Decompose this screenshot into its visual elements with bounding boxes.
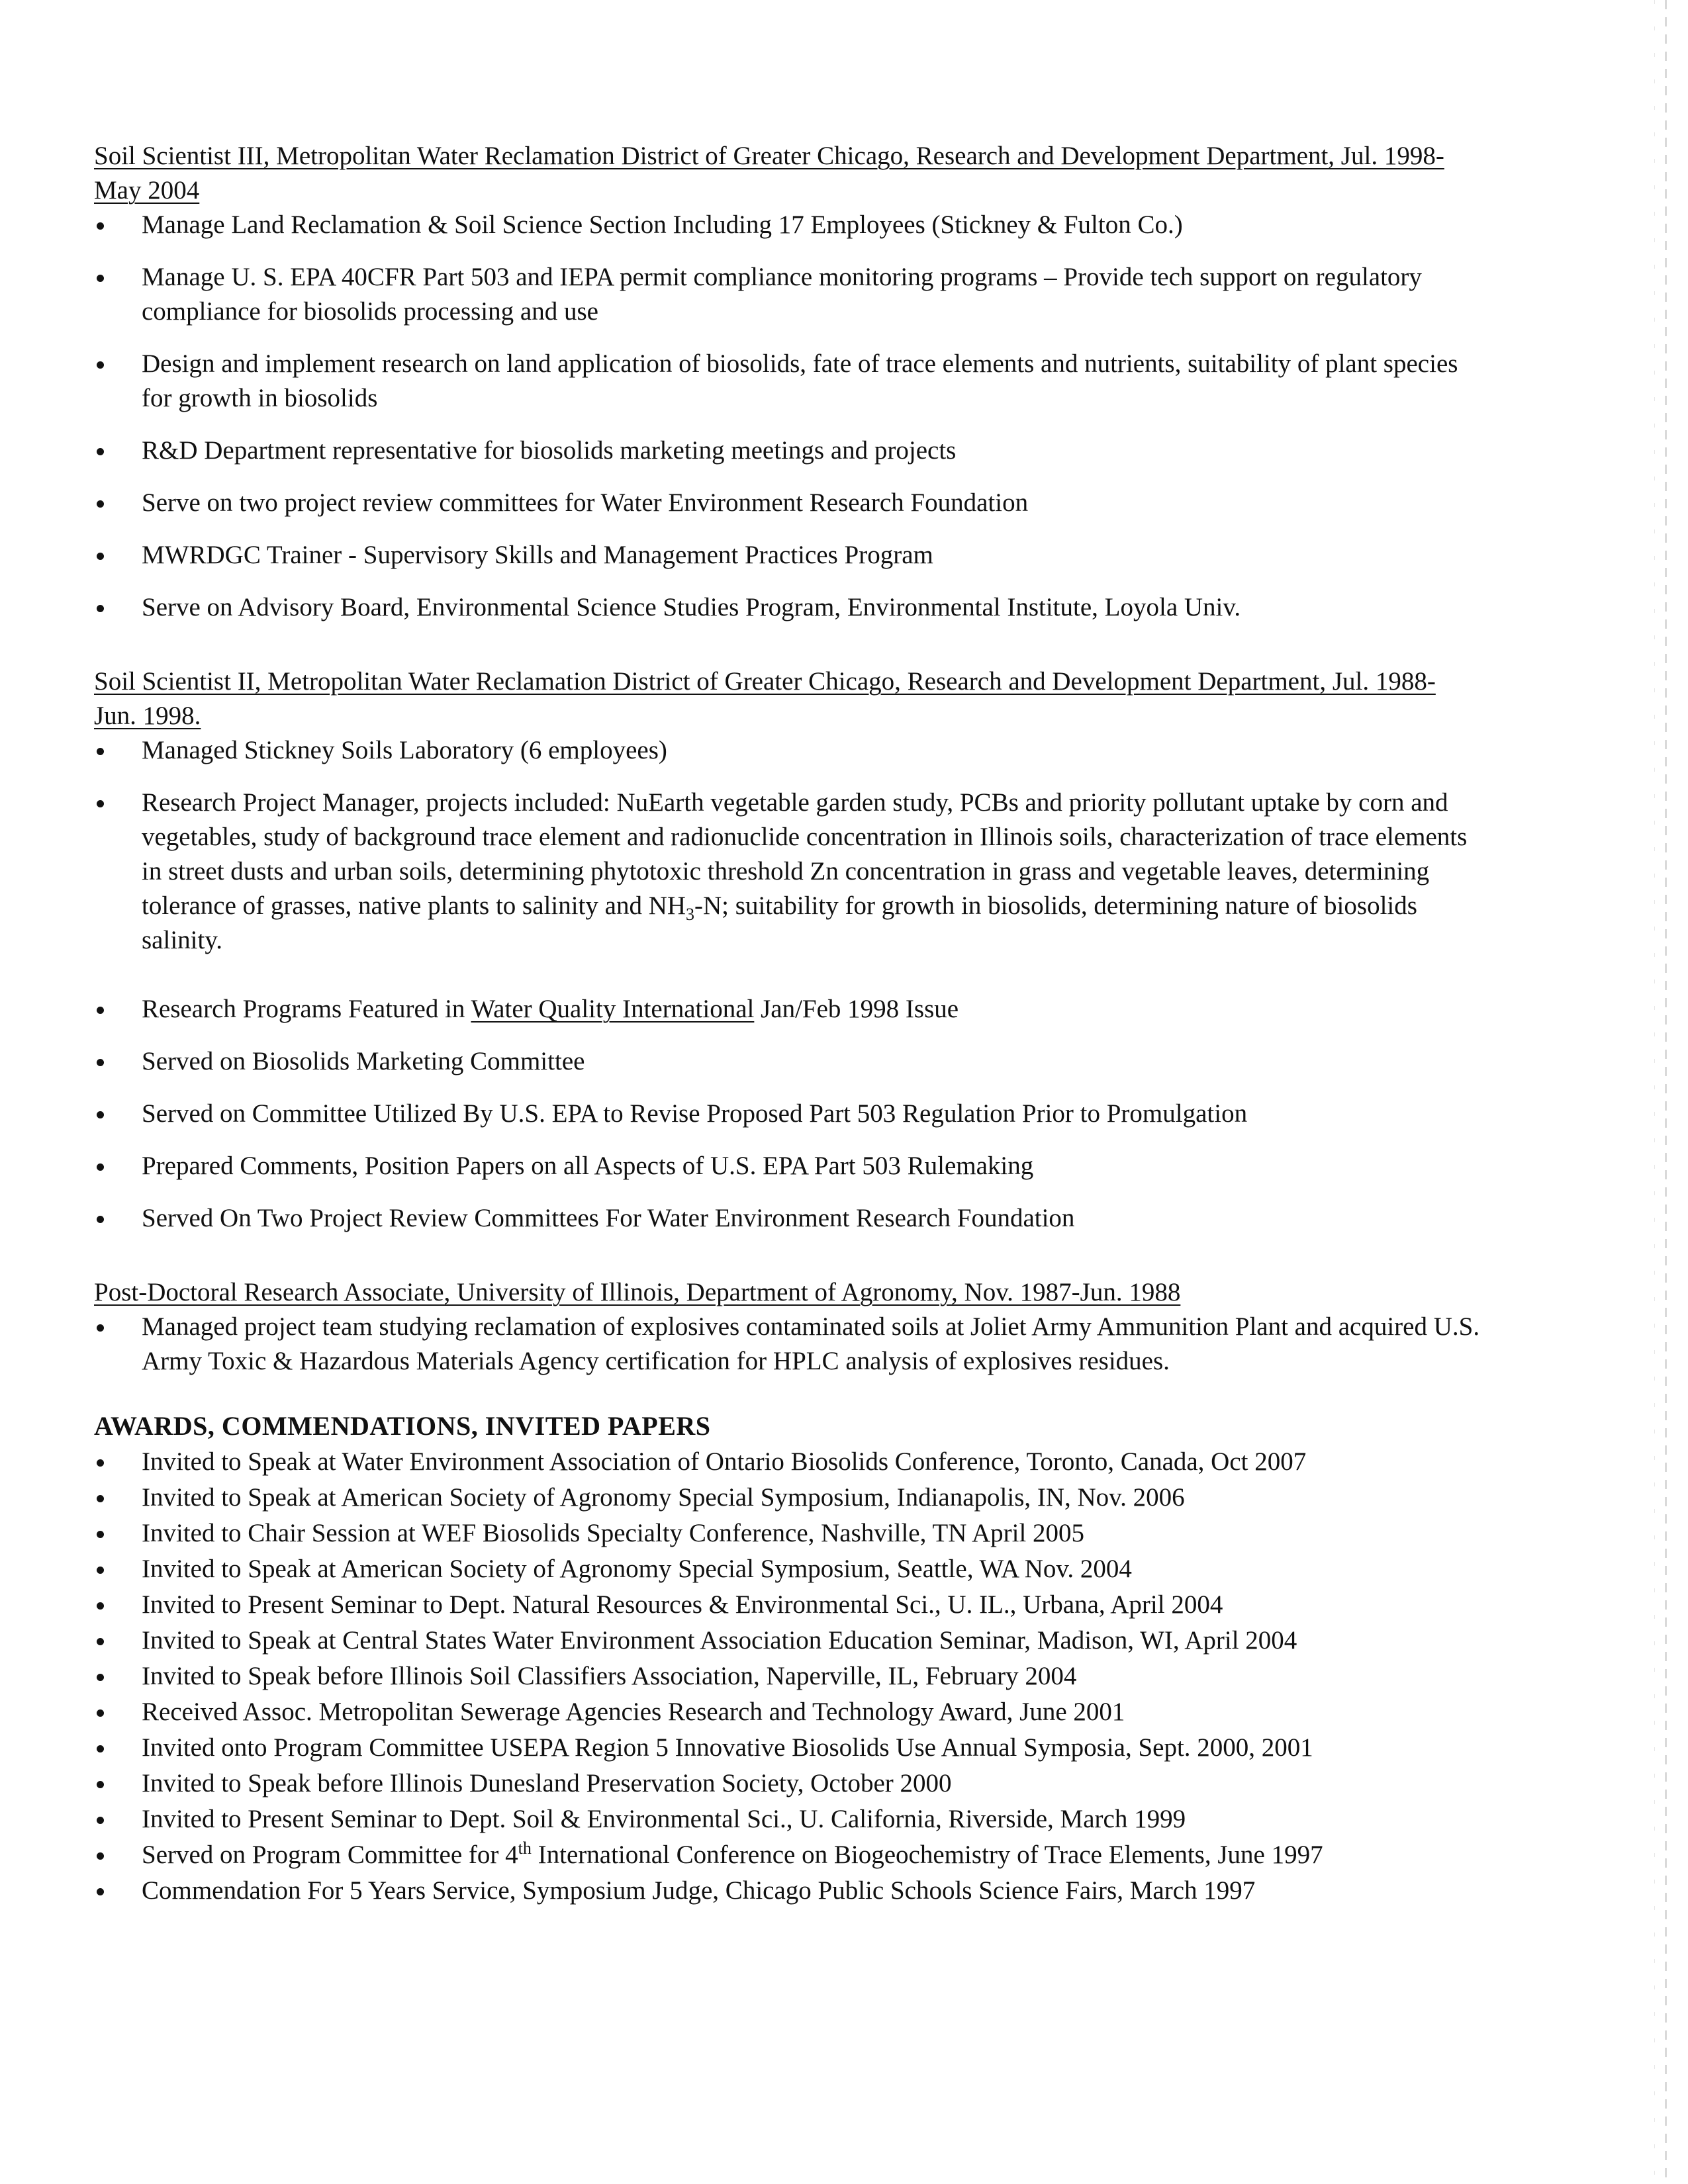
list-item (94, 1044, 1484, 1079)
list-item-text: Invited to Speak before Illinois Soil Classifiers Association, Naperville, IL, February 2004 (142, 1662, 1077, 1690)
bullet-icon (97, 1495, 104, 1502)
list-item (94, 1623, 1484, 1658)
list-item (94, 590, 1484, 625)
list-item-text: Research Programs Featured in (142, 995, 471, 1023)
list-item (94, 208, 1484, 242)
list-item-text: Managed project team studying reclamation of explosives contaminated soils at Joliet Army Ammunition Plant and acquired U.S. Army Toxic & Hazardous Materials Agency certification for HPLC analysis of explosives residues. (142, 1312, 1480, 1375)
list-item (94, 433, 1484, 468)
list-item-text: Invited to Speak at American Society of Agronomy Special Symposium, Indianapolis, IN, Nov. 2006 (142, 1483, 1185, 1512)
list-item (94, 1695, 1484, 1729)
awards-section (94, 1409, 1484, 1908)
bullet-icon (97, 1817, 104, 1824)
list-item-text: Invited to Speak at American Society of Agronomy Special Symposium, Seattle, WA Nov. 2004 (142, 1555, 1132, 1583)
job-section-post-doctoral (94, 1275, 1484, 1379)
list-item-text: Serve on Advisory Board, Environmental Science Studies Program, Environmental Institute, Loyola Univ. (142, 593, 1241, 621)
job-title: Soil Scientist II, Metropolitan Water Reclamation District of Greater Chicago, Research and Development Department, Jul. 1988-Jun. 1998. (94, 667, 1436, 730)
bullet-icon (97, 448, 104, 455)
scan-edge-mark-secondary (1654, 0, 1655, 2184)
job-section-soil-scientist-ii (94, 664, 1484, 1236)
publication-title: Water Quality International (471, 995, 755, 1023)
list-item-text: International Conference on Biogeochemistry of Trace Elements, June 1997 (531, 1841, 1323, 1869)
bullet-icon (97, 1888, 104, 1895)
list-item (94, 260, 1484, 329)
bullet-icon (97, 1745, 104, 1752)
bullet-icon (97, 1567, 104, 1574)
list-item-text: R&D Department representative for biosolids marketing meetings and projects (142, 436, 957, 465)
list-item-text: Served on Program Committee for 4 (142, 1841, 518, 1869)
bullet-icon (97, 1781, 104, 1788)
resume-content (94, 139, 1484, 1909)
list-item-text: Served On Two Project Review Committees For Water Environment Research Foundation (142, 1204, 1075, 1232)
bullet-icon (97, 1007, 104, 1014)
list-item (94, 1766, 1484, 1801)
bullet-icon (97, 1324, 104, 1332)
awards-list (94, 1445, 1484, 1908)
list-item-text: Managed Stickney Soils Laboratory (6 employees) (142, 736, 667, 764)
list-item-text: Served on Committee Utilized By U.S. EPA to Revise Proposed Part 503 Regulation Prior to Promulgation (142, 1099, 1248, 1128)
job-title: Soil Scientist III, Metropolitan Water Reclamation District of Greater Chicago, Research and Development Department, Jul. 1998-May 2004 (94, 142, 1444, 205)
list-item-text: Invited to Speak before Illinois Dunesland Preservation Society, October 2000 (142, 1769, 952, 1797)
bullet-icon (97, 1111, 104, 1118)
bullet-icon (97, 222, 104, 230)
list-item-text: Invited onto Program Committee USEPA Region 5 Innovative Biosolids Use Annual Symposia, Sept. 2000, 2001 (142, 1733, 1313, 1762)
bullet-icon (97, 1459, 104, 1467)
list-item (94, 1659, 1484, 1694)
list-item (94, 786, 1484, 958)
job-title: Post-Doctoral Research Associate, University of Illinois, Department of Agronomy, Nov. 1987-Jun. 1988 (94, 1278, 1181, 1306)
list-item (94, 992, 1484, 1026)
list-item-text: Commendation For 5 Years Service, Symposium Judge, Chicago Public Schools Science Fairs, March 1997 (142, 1876, 1256, 1905)
list-item-text: -N; suitability for growth in biosolids, determining nature of biosolids salinity. (142, 891, 1417, 954)
list-item (94, 1588, 1484, 1622)
list-item (94, 1480, 1484, 1515)
bullet-icon (97, 748, 104, 755)
list-item-text: Prepared Comments, Position Papers on all Aspects of U.S. EPA Part 503 Rulemaking (142, 1152, 1034, 1180)
list-item-text: Invited to Speak at Central States Water Environment Association Education Seminar, Madison, WI, April 2004 (142, 1626, 1297, 1655)
list-item-text: Invited to Speak at Water Environment Association of Ontario Biosolids Conference, Toronto, Canada, Oct 2007 (142, 1447, 1307, 1476)
scan-edge-mark (1665, 0, 1667, 2184)
job-duties-list (94, 733, 1484, 1236)
list-item-text: Research Project Manager, projects included: NuEarth vegetable garden study, PCBs and priority pollutant uptake by corn and vegetables, study of background trace element and radionuclide concentration in Illinois soils, characterization of trace elements in street dusts and urban soils, determining phytotoxic threshold Zn concentration in grass and vegetable leaves, determining tolerance of grasses, native plants to salinity and NH (142, 788, 1468, 920)
list-item (94, 1552, 1484, 1586)
list-item (94, 538, 1484, 572)
list-item-text: Invited to Present Seminar to Dept. Natural Resources & Environmental Sci., U. IL., Urbana, April 2004 (142, 1590, 1223, 1619)
list-item-text: Manage U. S. EPA 40CFR Part 503 and IEPA permit compliance monitoring programs – Provide tech support on regulatory compliance for biosolids processing and use (142, 263, 1422, 326)
bullet-icon (97, 1674, 104, 1681)
list-item-text: Invited to Chair Session at WEF Biosolids Specialty Conference, Nashville, TN April 2005 (142, 1519, 1085, 1547)
job-duties-list (94, 1310, 1484, 1379)
list-item (94, 1874, 1484, 1908)
list-item-text: Received Assoc. Metropolitan Sewerage Agencies Research and Technology Award, June 2001 (142, 1698, 1125, 1726)
list-item (94, 1838, 1484, 1872)
list-item-text: Invited to Present Seminar to Dept. Soil & Environmental Sci., U. California, Riverside, March 1999 (142, 1805, 1186, 1833)
bullet-icon (97, 1163, 104, 1171)
list-item-text: Serve on two project review committees for Water Environment Research Foundation (142, 488, 1029, 517)
list-item (94, 347, 1484, 416)
bullet-icon (97, 1531, 104, 1538)
list-item-text: Jan/Feb 1998 Issue (754, 995, 959, 1023)
list-item-text: Manage Land Reclamation & Soil Science Section Including 17 Employees (Stickney & Fulton Co.) (142, 210, 1183, 239)
list-item (94, 1149, 1484, 1183)
bullet-icon (97, 605, 104, 612)
bullet-icon (97, 1709, 104, 1717)
bullet-icon (97, 1216, 104, 1223)
list-item (94, 1802, 1484, 1837)
list-item (94, 1516, 1484, 1551)
list-item (94, 486, 1484, 520)
bullet-icon (97, 361, 104, 369)
bullet-icon (97, 800, 104, 807)
list-item (94, 1445, 1484, 1479)
subscript-text: 3 (686, 904, 695, 924)
bullet-icon (97, 1602, 104, 1610)
list-item-text: Design and implement research on land application of biosolids, fate of trace elements and nutrients, suitability of plant species for growth in biosolids (142, 349, 1458, 412)
job-duties-list (94, 208, 1484, 625)
list-item (94, 1310, 1484, 1379)
bullet-icon (97, 1852, 104, 1860)
bullet-icon (97, 275, 104, 282)
bullet-icon (97, 1638, 104, 1645)
list-item-text: Served on Biosolids Marketing Committee (142, 1047, 585, 1075)
list-item (94, 1097, 1484, 1131)
superscript-text: th (518, 1839, 532, 1858)
list-item (94, 733, 1484, 768)
bullet-icon (97, 1059, 104, 1066)
job-section-soil-scientist-iii (94, 139, 1484, 625)
bullet-icon (97, 500, 104, 508)
list-item (94, 1731, 1484, 1765)
list-item-text: MWRDGC Trainer - Supervisory Skills and Management Practices Program (142, 541, 933, 569)
list-item (94, 1201, 1484, 1236)
section-heading: AWARDS, COMMENDATIONS, INVITED PAPERS (94, 1411, 711, 1441)
bullet-icon (97, 553, 104, 560)
